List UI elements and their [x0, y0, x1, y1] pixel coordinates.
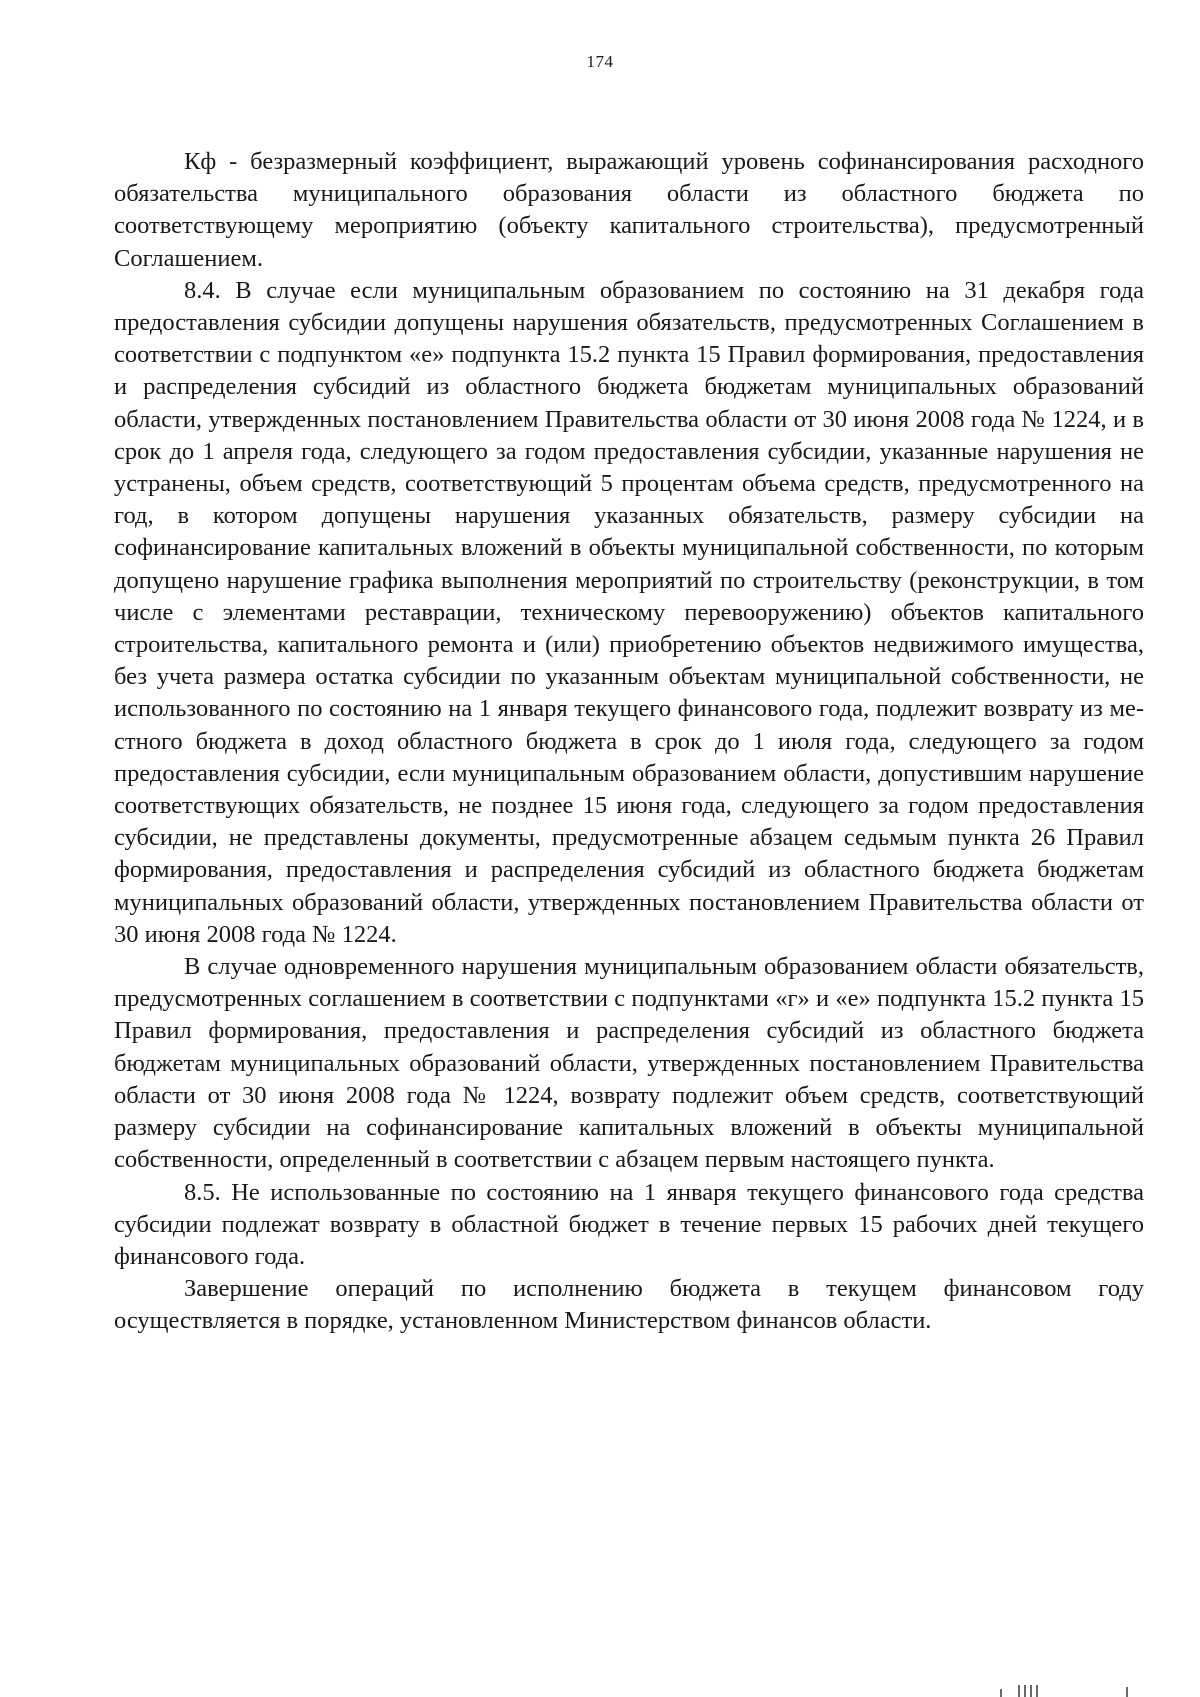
paragraph-8-5: 8.5. Не использованные по состоянию на 1 января текущего финансового года средства субсидии подлежат возврату в областной бюджет в течение первых 15 рабочих дней текущего финансового года. [114, 1178, 1144, 1270]
paragraph-8-4: 8.4. В случае если муниципальным образованием по состоянию на 31 декабря года предоставления субсидии допущены нарушения обязательств, предусмотренных Соглашением в соответствии с подпунктом «е» подпункта 15.2 пункта 15 Правил формирования, предоставления и распределения субсидий из областного бюджета бюджетам муниципальных образований области, утвержденных постановлением Правительства области от 30 июня 2008 года № 1224, и в срок до 1 апреля года, следующего за годом предоставления субсидии, указанные нарушения не устранены, объем средств, соответствующий 5 процентам объема средств, предусмотренного на год, в котором допущены нарушения указанных обязательств, размеру субсидии на софинансирование капитальных вложений в объекты муниципальной собственности, по которым допущено нарушение графика выполнения мероприятий по строительству (реконструкции, в том числе с элементами реставрации, техническому перевооружению) объектов капитального строительства, капитального ремонта и (или) приобретению объектов недвижимого имущества, без учета размера остатка субсидии по указанным объектам муниципальной собственности, не использованного по состоянию на 1 января текущего финансового года, подлежит возврату из местного бюджета в доход областного бюджета в срок до 1 июля года, следующего за годом предоставления субсидии, если муниципальным образованием области, допустившим нарушение соответствующих обязательств, не позднее 15 июня года, следующего за годом предоставления субсидии, не представлены документы, предусмотренные абзацем седьмым пункта 26 Правил формирования, предоставления и распределения субсидий из областного бюджета бюджетам муниципальных образований области, утвержденных постановлением Правительства области от 30 июня 2008 года № 1224. [114, 276, 1144, 948]
document-body [114, 146, 1144, 1338]
paragraph-budget-completion: Завершение операций по исполнению бюджета в текущем финансовом году осуществляется в порядке, установленном Министерством финансов области. [114, 1275, 1144, 1335]
paragraph-kf-definition: Кф - безразмерный коэффициент, выражающий уровень софинансирования расходного обязательства муниципального образования области из областного бюджета по соответствующему мероприятию (объекту капитального строительства), предусмотренный Соглашением. [114, 148, 1144, 272]
page-number: 174 [586, 52, 614, 71]
paragraph-simultaneous-violation: В случае одновременного нарушения муниципальным образованием области обязательств, предусмотренных соглашением в соответствии с подпунктами «г» и «е» подпункта 15.2 пункта 15 Правил формирования, предоставления и распределения субсидий из областного бюджета бюджетам муниципальных образований области, утвержденных постановлением Правительства области от 30 июня 2008 года № 1224, возврату подлежит объем средств, соответствующий размеру субсидии на софинансирование капитальных вложений в объекты муниципальной собственности, определенный в соответствии с абзацем первым настоящего пункта. [114, 953, 1144, 1174]
scan-edge-marks [1000, 1683, 1130, 1697]
